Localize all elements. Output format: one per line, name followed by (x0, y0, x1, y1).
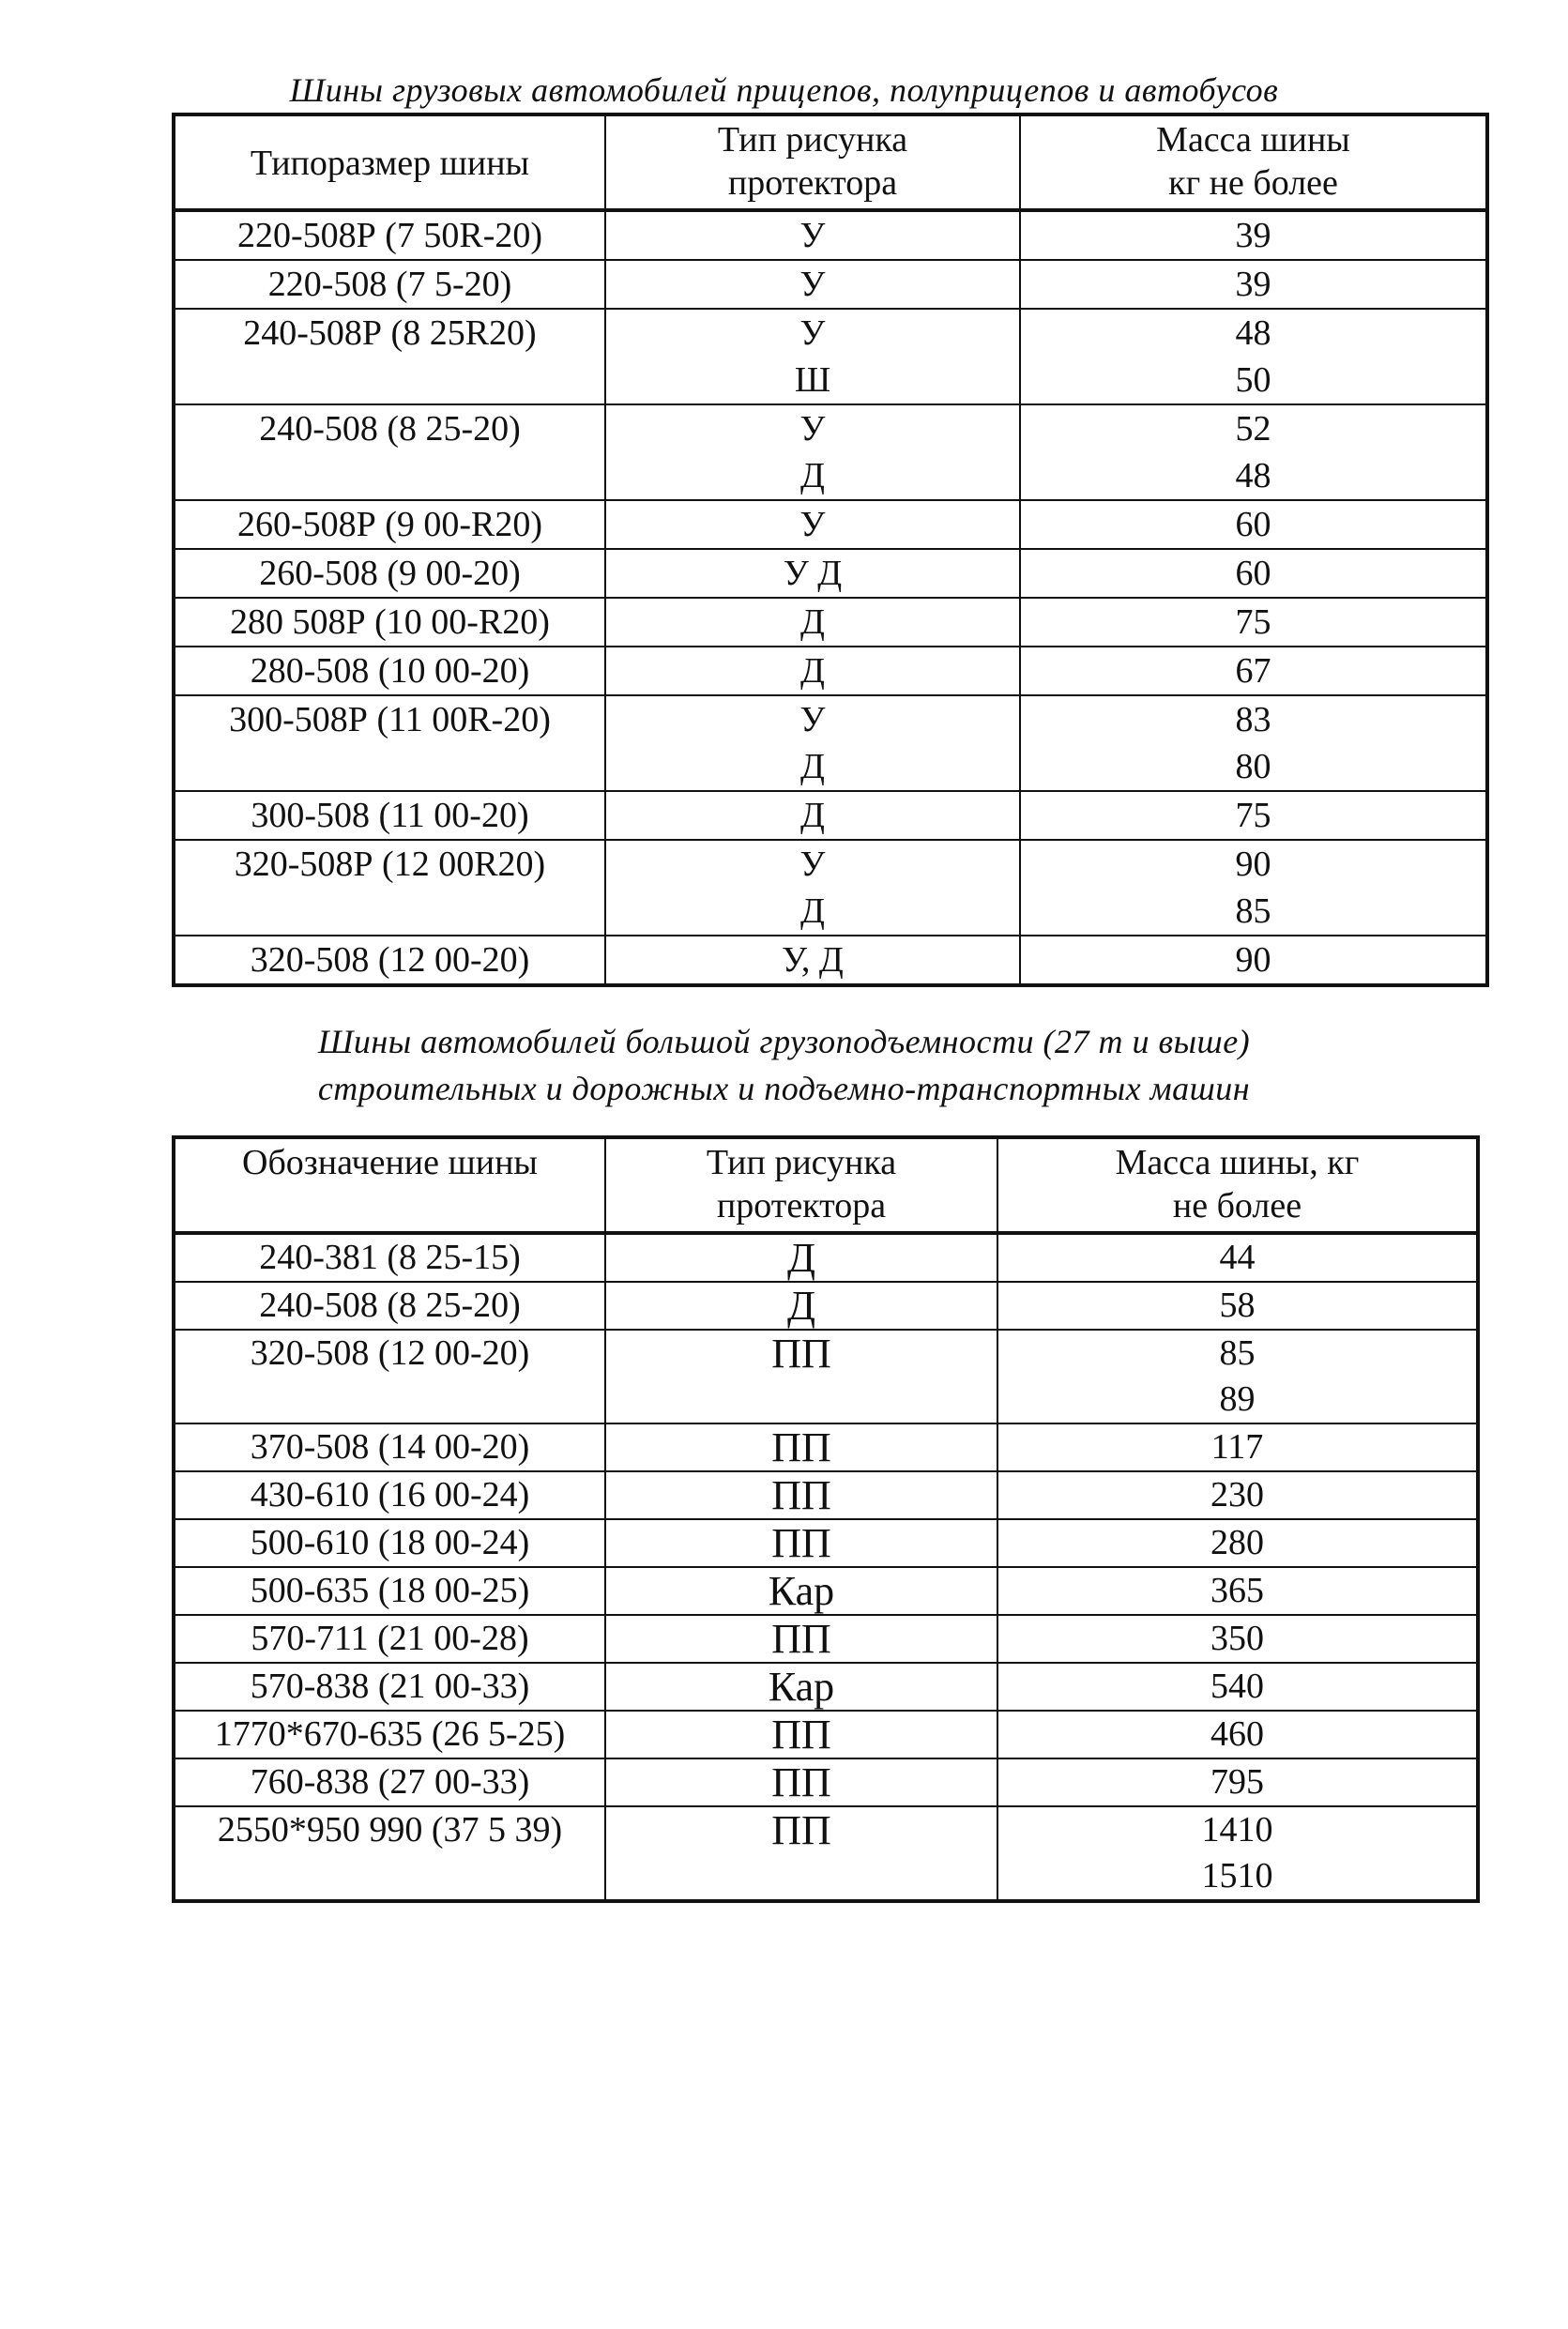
tire-mass: 90 (1235, 845, 1271, 884)
header-size (174, 114, 605, 210)
tread-type-cell (605, 1282, 997, 1330)
tire-size: 240-508Р (8 25R20) (243, 313, 537, 353)
tread-type-cell (605, 1806, 997, 1901)
tire-size-cell (174, 309, 605, 404)
tire-mass: 85 (1235, 891, 1271, 931)
tread-type-cell (605, 936, 1020, 985)
tread-type: Д (800, 747, 825, 786)
table-row (174, 1519, 1478, 1567)
table-row (174, 500, 1487, 549)
tire-mass: 67 (1235, 651, 1271, 691)
tread-type-cell (605, 1663, 997, 1711)
tire-mass-cell (997, 1282, 1478, 1330)
tire-size: 500-635 (18 00-25) (250, 1571, 530, 1610)
tread-type: Кар (768, 1568, 835, 1614)
tread-type-cell (605, 1471, 997, 1519)
tire-mass-cell (1020, 647, 1487, 695)
header-designation (174, 1137, 605, 1233)
table-row (174, 791, 1487, 840)
tire-size: 260-508Р (9 00-R20) (236, 505, 543, 544)
header-line: протектора (716, 1186, 887, 1225)
tread-type: У, Д (782, 940, 844, 980)
table-header-row (174, 114, 1487, 210)
header-mass (997, 1137, 1478, 1233)
tire-mass-cell (1020, 309, 1487, 404)
tire-size-cell (174, 1423, 605, 1471)
table-row (174, 936, 1487, 985)
tread-type: Д (786, 1283, 815, 1329)
tread-type-cell (605, 598, 1020, 647)
table-row (174, 1758, 1478, 1806)
tire-size: 760-838 (27 00-33) (250, 1762, 530, 1802)
tire-mass: 58 (1219, 1286, 1256, 1325)
tire-mass-cell (997, 1471, 1478, 1519)
table-row (174, 1711, 1478, 1758)
table-row (174, 1567, 1478, 1615)
tire-size-cell (174, 695, 605, 791)
tire-mass-cell (997, 1423, 1478, 1471)
tread-type-cell (605, 1615, 997, 1663)
tire-size-cell (174, 1663, 605, 1711)
tire-mass-cell (997, 1519, 1478, 1567)
tire-mass: 365 (1210, 1571, 1264, 1610)
tread-type-cell (605, 1711, 997, 1758)
header-tread-type (605, 114, 1020, 210)
tread-type: У Д (783, 554, 843, 593)
tread-type: Д (800, 602, 825, 642)
tire-mass: 540 (1210, 1667, 1264, 1706)
header-mass (1020, 114, 1487, 210)
tread-type-cell (605, 1567, 997, 1615)
tire-mass: 75 (1235, 602, 1271, 642)
table-row (174, 404, 1487, 500)
header-line: не более (1172, 1186, 1302, 1225)
tire-size-cell (174, 404, 605, 500)
tread-type: У (799, 700, 826, 739)
tire-size-cell (174, 1615, 605, 1663)
tire-size: 320-508 (12 00-20) (250, 1333, 530, 1373)
tread-type: ПП (771, 1616, 831, 1662)
tire-mass: 795 (1210, 1762, 1264, 1802)
tire-size: 280 508Р (10 00-R20) (230, 602, 550, 642)
tire-mass: 60 (1235, 554, 1271, 593)
tread-type-cell (605, 309, 1020, 404)
tire-mass: 230 (1210, 1475, 1264, 1515)
table-row (174, 1233, 1478, 1282)
tread-type: У (799, 845, 826, 884)
table-row (174, 1806, 1478, 1901)
tire-size: 220-508Р (7 50R-20) (236, 216, 543, 255)
tire-mass-cell (997, 1330, 1478, 1423)
tire-size-cell (174, 1330, 605, 1423)
tread-type-cell (605, 260, 1020, 309)
tire-mass: 350 (1210, 1619, 1264, 1658)
tread-type: Ш (794, 360, 831, 400)
tire-mass: 1410 (1201, 1810, 1273, 1850)
tire-size: 300-508Р (11 00R-20) (229, 700, 551, 739)
table-row (174, 598, 1487, 647)
tread-type-cell (605, 1758, 997, 1806)
tire-mass: 39 (1235, 216, 1271, 255)
tire-mass: 48 (1235, 313, 1271, 353)
header-line: протектора (727, 163, 898, 203)
tread-type-cell (605, 647, 1020, 695)
tire-size: 430-610 (16 00-24) (250, 1475, 530, 1515)
table-row (174, 695, 1487, 791)
table-row (174, 210, 1487, 260)
tire-size: 240-381 (8 25-15) (259, 1238, 521, 1277)
tread-type: Д (800, 456, 825, 495)
tire-mass: 44 (1219, 1238, 1256, 1277)
tire-mass: 89 (1219, 1379, 1256, 1419)
header-line: Обозначение шины (242, 1143, 538, 1182)
tire-mass-cell (997, 1567, 1478, 1615)
tire-size: 2550*950 990 (37 5 39) (217, 1810, 563, 1850)
tire-mass: 80 (1235, 747, 1271, 786)
tire-size: 500-610 (18 00-24) (250, 1523, 530, 1562)
tire-mass-cell (1020, 791, 1487, 840)
tread-type: У (799, 265, 826, 304)
tire-mass-cell (1020, 500, 1487, 549)
tire-mass-cell (1020, 404, 1487, 500)
tire-mass: 280 (1210, 1523, 1264, 1562)
table-row (174, 1423, 1478, 1471)
tire-size-cell (174, 840, 605, 936)
tire-size-cell (174, 1471, 605, 1519)
tire-mass: 85 (1219, 1333, 1256, 1373)
tread-type: ПП (771, 1712, 831, 1758)
heavy-machinery-tires-table (172, 1135, 1480, 1903)
tire-mass-cell (997, 1615, 1478, 1663)
header-line: Тип рисунка (717, 120, 908, 160)
tread-type-cell (605, 210, 1020, 260)
tire-mass: 52 (1235, 409, 1271, 449)
tire-size: 240-508 (8 25-20) (259, 1286, 521, 1325)
tire-mass: 48 (1235, 456, 1271, 495)
tire-size: 1770*670-635 (26 5-25) (214, 1714, 566, 1754)
tread-type: У (799, 409, 826, 449)
header-line: Масса шины (1156, 120, 1350, 160)
table-row (174, 309, 1487, 404)
tire-size-cell (174, 1233, 605, 1282)
tire-mass-cell (1020, 260, 1487, 309)
tread-type: ПП (771, 1424, 831, 1470)
table-row (174, 1615, 1478, 1663)
tire-size: 570-838 (21 00-33) (250, 1667, 530, 1706)
tire-size-cell (174, 500, 605, 549)
tread-type-cell (605, 1519, 997, 1567)
tread-type-cell (605, 695, 1020, 791)
tread-type: ПП (771, 1472, 831, 1518)
tire-mass-cell (1020, 936, 1487, 985)
tire-size-cell (174, 647, 605, 695)
tire-mass: 50 (1235, 360, 1271, 400)
tread-type: У (799, 505, 826, 544)
tire-size-cell (174, 1758, 605, 1806)
tire-size: 570-711 (21 00-28) (251, 1619, 529, 1658)
tread-type: ПП (771, 1807, 831, 1853)
tread-type-cell (605, 549, 1020, 598)
header-line: Тип рисунка (706, 1143, 897, 1182)
tire-mass-cell (997, 1806, 1478, 1901)
tire-mass-cell (997, 1758, 1478, 1806)
header-line: Масса шины, кг (1115, 1143, 1360, 1182)
tire-mass-cell (997, 1711, 1478, 1758)
tire-mass-cell (997, 1233, 1478, 1282)
tire-size: 220-508 (7 5-20) (267, 265, 512, 304)
table1-title: Шины грузовых автомобилей прицепов, полуприцепов и автобусов (289, 71, 1279, 109)
table-row (174, 840, 1487, 936)
tire-mass: 83 (1235, 700, 1271, 739)
table-row (174, 1330, 1478, 1423)
tire-mass-cell (1020, 840, 1487, 936)
tire-size: 260-508 (9 00-20) (259, 554, 521, 593)
tire-size: 240-508 (8 25-20) (259, 409, 521, 449)
tire-size: 370-508 (14 00-20) (250, 1427, 530, 1467)
tread-type: Д (786, 1235, 815, 1281)
tread-type-cell (605, 1233, 997, 1282)
tire-size-cell (174, 791, 605, 840)
tire-size-cell (174, 1282, 605, 1330)
tread-type: Д (800, 891, 825, 931)
header-tread-type (605, 1137, 997, 1233)
tread-type: ПП (771, 1331, 831, 1377)
tread-type-cell (605, 840, 1020, 936)
tire-size: 320-508Р (12 00R20) (234, 845, 546, 884)
tread-type: ПП (771, 1520, 831, 1566)
tire-size-cell (174, 936, 605, 985)
tire-mass: 1510 (1201, 1856, 1273, 1895)
header-line: кг не более (1168, 163, 1338, 203)
tire-size-cell (174, 1567, 605, 1615)
tire-mass-cell (1020, 210, 1487, 260)
header-line: Типоразмер шины (250, 144, 530, 183)
tire-mass-cell (1020, 598, 1487, 647)
tire-mass: 39 (1235, 265, 1271, 304)
table-row (174, 647, 1487, 695)
tire-size-cell (174, 1519, 605, 1567)
tire-mass: 60 (1235, 505, 1271, 544)
tread-type: Кар (768, 1664, 835, 1710)
tire-size-cell (174, 1711, 605, 1758)
tire-mass: 117 (1210, 1427, 1264, 1467)
table-row (174, 1663, 1478, 1711)
tire-mass: 90 (1235, 940, 1271, 980)
tire-size-cell (174, 598, 605, 647)
tire-mass: 460 (1210, 1714, 1264, 1754)
tread-type: Д (800, 651, 825, 691)
tread-type-cell (605, 404, 1020, 500)
trucks-tires-table (172, 113, 1489, 987)
table-header-row (174, 1137, 1478, 1233)
tire-size: 320-508 (12 00-20) (250, 940, 530, 980)
tire-mass-cell (1020, 695, 1487, 791)
table2-title-line2: строительных и дорожных и подъемно-транспортных машин (317, 1070, 1251, 1107)
tire-size-cell (174, 1806, 605, 1901)
tire-mass-cell (1020, 549, 1487, 598)
table-row (174, 1471, 1478, 1519)
tread-type-cell (605, 791, 1020, 840)
tread-type-cell (605, 1423, 997, 1471)
tire-size: 300-508 (11 00-20) (251, 796, 529, 835)
tread-type-cell (605, 1330, 997, 1423)
tire-size-cell (174, 549, 605, 598)
tread-type: У (799, 313, 826, 353)
tire-mass: 75 (1235, 796, 1271, 835)
tread-type-cell (605, 500, 1020, 549)
tread-type: ПП (771, 1759, 831, 1805)
table-row (174, 549, 1487, 598)
table-row (174, 1282, 1478, 1330)
tire-size-cell (174, 210, 605, 260)
tread-type: У (799, 216, 826, 255)
table-row (174, 260, 1487, 309)
tire-size: 280-508 (10 00-20) (250, 651, 530, 691)
tire-size-cell (174, 260, 605, 309)
tread-type: Д (800, 796, 825, 835)
table2-title-line1: Шины автомобилей большой грузоподъемности (27 т и выше) (317, 1023, 1251, 1060)
tire-mass-cell (997, 1663, 1478, 1711)
